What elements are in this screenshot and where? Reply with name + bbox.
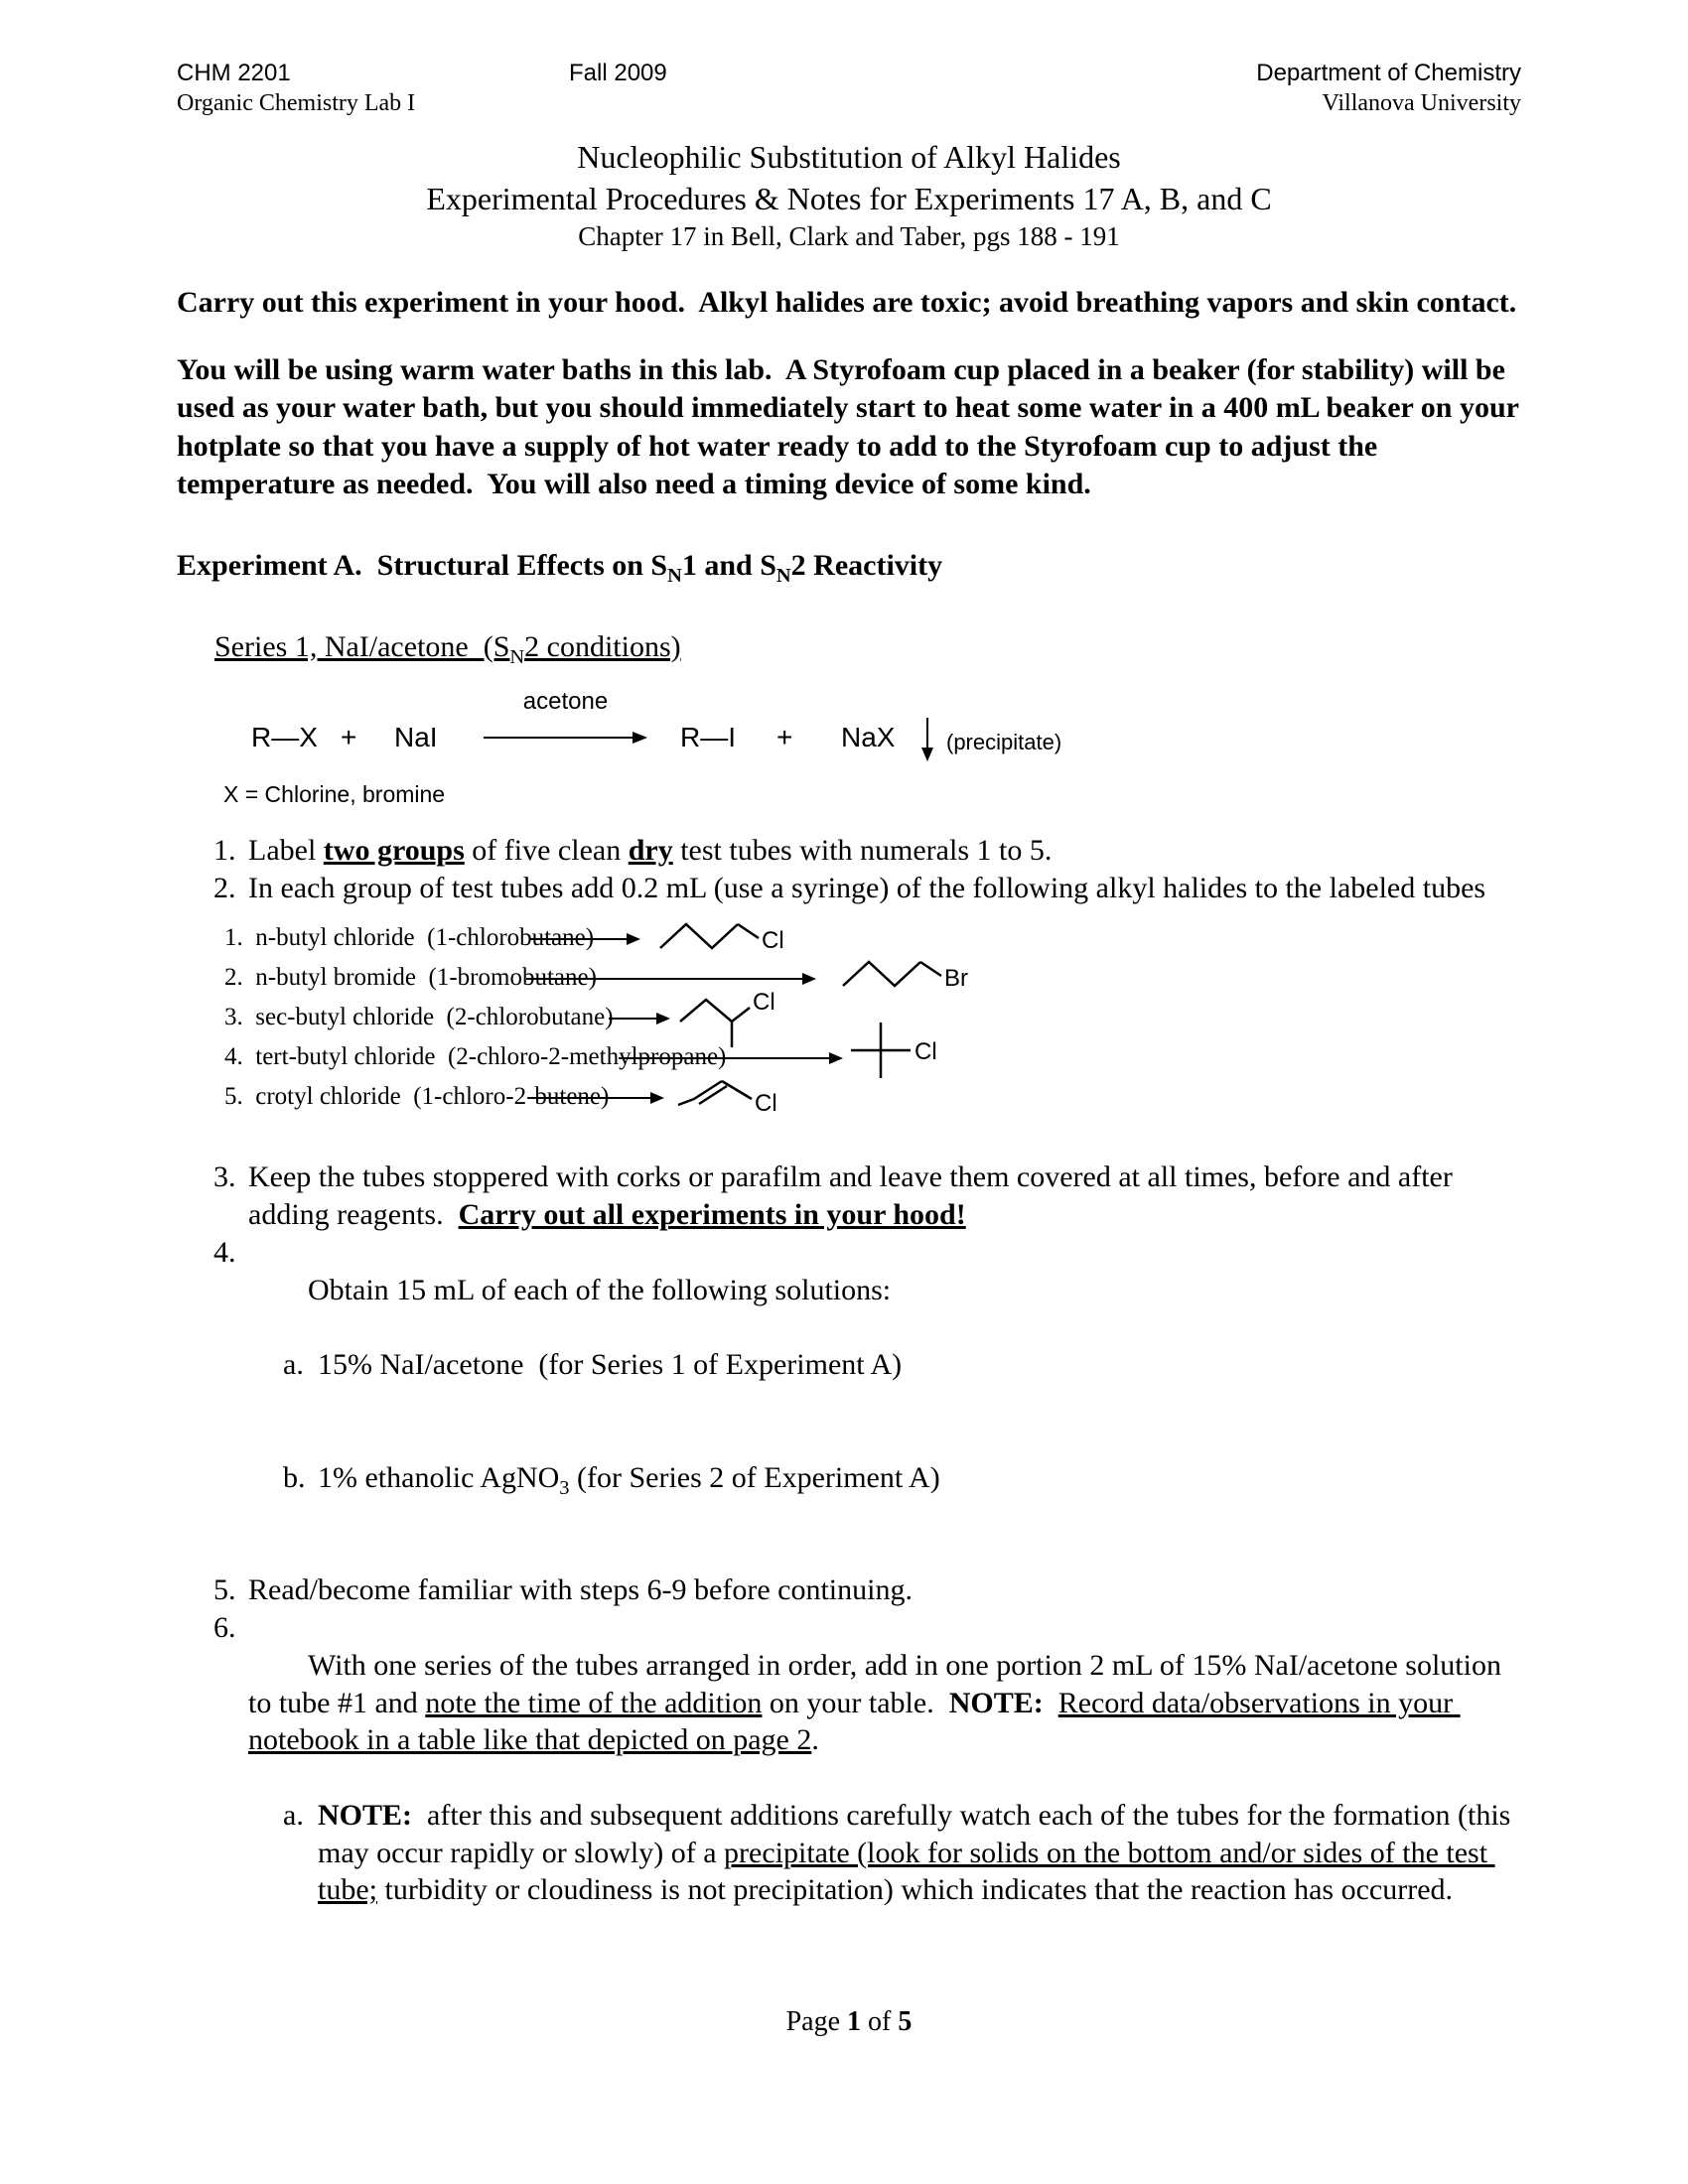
step-number: 6. xyxy=(213,1610,236,1644)
series-1-heading xyxy=(214,629,1521,668)
step-text: on your table. xyxy=(762,1686,949,1719)
step-text: Obtain 15 mL of each of the following solutions: xyxy=(308,1273,892,1306)
step-2-text: In each group of test tubes add 0.2 mL (use a syringe) of the following alkyl halides to the labeled tubes xyxy=(248,871,1486,904)
structure-4-tert-butyl-chloride xyxy=(845,1018,948,1083)
water-bath-instructions: You will be using warm water baths in this lab. A Styrofoam cup placed in a beaker (for stability) will be used as your water bath, but you should immediately start to heat some water in a 400 mL beaker on your hotplate so that you have a supply of hot water ready to add to the Styrofoam cup to adjust the temperature as needed. You will also need a timing device of some kind. xyxy=(177,353,1526,500)
reaction-condition: acetone xyxy=(522,687,609,715)
structure-2-bromobutane xyxy=(839,946,983,996)
substep-letter: a. xyxy=(283,1348,304,1382)
step-6 xyxy=(213,1609,1521,1984)
header-left xyxy=(177,58,415,119)
step-number: 2. xyxy=(213,871,236,904)
substep-letter: b. xyxy=(283,1460,306,1494)
step-1-text xyxy=(248,832,1521,870)
plus-sign: + xyxy=(341,721,357,752)
step-6-text xyxy=(248,1609,1521,1984)
page-count: 5 xyxy=(898,2005,913,2037)
experiment-a-heading xyxy=(177,548,1521,587)
halide-label: Cl xyxy=(762,927,784,955)
step-number: 3. xyxy=(213,1160,236,1194)
product-ri: R—I xyxy=(680,721,736,752)
step-6a xyxy=(283,1797,1521,1909)
precipitate-down-arrow-icon xyxy=(918,718,936,763)
step-4 xyxy=(213,1234,1521,1571)
step-text: after this and subsequent additions carefully watch each of the tubes for the formation (this may occur rapidly or slowly) of a xyxy=(318,1798,1518,1869)
plus-sign-2: + xyxy=(776,721,793,752)
reactant-nai: NaI xyxy=(394,721,438,752)
step-text: turbidity or cloudiness is not precipitation) which indicates that the reaction has occurred. xyxy=(377,1873,1454,1907)
step-text: test tubes with numerals 1 to 5. xyxy=(672,833,1053,867)
university-name: Villanova University xyxy=(1322,90,1521,117)
department-name: Department of Chemistry xyxy=(1256,60,1521,86)
structure-3-arrow-icon xyxy=(609,1011,670,1026)
term-label: Fall 2009 xyxy=(569,60,667,86)
halide-definition-note: X = Chlorine, bromine xyxy=(223,780,446,807)
page-footer xyxy=(177,2006,1521,2038)
alkyl-halide-structures xyxy=(177,916,1557,1155)
halide-label: Cl xyxy=(755,1090,777,1118)
structure-3-label: 3. sec-butyl chloride (2-chlorobutane) xyxy=(224,1004,614,1031)
step-5-text: Read/become familiar with steps 6-9 before continuing. xyxy=(248,1573,913,1607)
procedure-list xyxy=(213,832,1521,1984)
subscript-n: N xyxy=(775,564,791,587)
emphasis-record-data: Record data/observations in your notebook in a table like that depicted on page 2 xyxy=(248,1686,1461,1757)
reaction-arrow-icon xyxy=(484,730,647,746)
step-text: Keep the tubes stoppered with corks or parafilm and leave them covered at all times, before and after adding reagents. xyxy=(248,1160,1461,1232)
step-number: 1. xyxy=(213,833,236,867)
heading-text: Experiment A. Structural Effects on S xyxy=(177,548,668,582)
header-right xyxy=(1256,58,1521,119)
step-5 xyxy=(213,1571,1521,1609)
subscript-n: N xyxy=(509,645,525,668)
structure-1-chlorobutane xyxy=(656,908,800,958)
structure-1-arrow-icon xyxy=(529,931,640,947)
step-text: of five clean xyxy=(464,833,629,867)
course-code: CHM 2201 xyxy=(177,60,291,86)
step-3-text xyxy=(248,1159,1521,1234)
step-text: (for Series 2 of Experiment A) xyxy=(569,1460,940,1494)
course-name: Organic Chemistry Lab I xyxy=(177,90,416,117)
safety-warning: Carry out this experiment in your hood. Alkyl halides are toxic; avoid breathing vapors and skin contact. xyxy=(177,286,1517,320)
note-label: NOTE: xyxy=(948,1686,1044,1719)
emphasis-dry: dry xyxy=(628,833,673,867)
halide-label: Cl xyxy=(914,1038,937,1066)
step-text xyxy=(1044,1687,1058,1719)
doc-subtitle: Experimental Procedures & Notes for Experiments 17 A, B, and C xyxy=(426,180,1272,216)
step-text: 1% ethanolic AgNO xyxy=(318,1460,560,1494)
step-text: Label xyxy=(248,833,324,867)
step-text: . xyxy=(811,1723,819,1757)
halide-label: Br xyxy=(944,965,968,993)
heading-text: 1 and S xyxy=(681,548,776,582)
emphasis-two-groups: two groups xyxy=(323,833,465,867)
step-3 xyxy=(213,1159,1521,1234)
product-nax: NaX xyxy=(841,721,896,752)
step-6a-text xyxy=(318,1797,1521,1909)
step-number: 5. xyxy=(213,1573,236,1607)
structure-5-crotyl-chloride xyxy=(676,1067,805,1119)
step-number: 4. xyxy=(213,1235,236,1269)
precipitate-label: (precipitate) xyxy=(946,729,1062,754)
structure-4-label: 4. tert-butyl chloride (2-chloro-2-methylpropane) xyxy=(224,1043,727,1071)
step-4b xyxy=(283,1459,1521,1497)
footer-text: Page xyxy=(785,2005,848,2037)
structure-2-label: 2. n-butyl bromide (1-bromobutane) xyxy=(224,964,597,992)
emphasis-precipitate: precipitate (look for solids on the bottom and/or sides of the test tube; xyxy=(318,1836,1495,1907)
note-label: NOTE: xyxy=(318,1798,413,1832)
structure-1-label: 1. n-butyl chloride (1-chlorobutane) xyxy=(224,924,595,952)
document-header xyxy=(177,58,1521,121)
title-block xyxy=(177,137,1521,254)
reaction-scheme xyxy=(251,686,1521,781)
structure-5-label: 5. crotyl chloride (1-chloro-2-butene) xyxy=(224,1083,610,1111)
reactant-rx: R—X xyxy=(251,721,318,752)
structure-5-arrow-icon xyxy=(531,1090,664,1106)
structure-2-arrow-icon xyxy=(526,971,816,987)
substep-letter: a. xyxy=(283,1798,304,1832)
step-4a xyxy=(283,1346,1521,1384)
series-text: 2 conditions) xyxy=(524,629,681,663)
heading-text: 2 Reactivity xyxy=(790,548,943,582)
footer-text: of xyxy=(861,2005,899,2037)
step-1 xyxy=(213,832,1521,870)
page-number: 1 xyxy=(847,2005,862,2037)
structure-4-arrow-icon xyxy=(619,1050,843,1066)
step-4a-text: 15% NaI/acetone (for Series 1 of Experiment A) xyxy=(318,1348,903,1382)
halide-label: Cl xyxy=(753,989,775,1017)
series-text: Series 1, NaI/acetone (S xyxy=(214,629,510,663)
step-4b-text xyxy=(318,1459,1521,1497)
step-2 xyxy=(213,870,1521,907)
doc-title: Nucleophilic Substitution of Alkyl Halides xyxy=(577,139,1121,175)
step-text: With one series of the tubes arranged in order, add in one portion 2 mL of 15% NaI/acetone solution to tube #1 and xyxy=(248,1648,1509,1719)
subscript-3: 3 xyxy=(559,1476,570,1499)
emphasis-hood-warning: Carry out all experiments in your hood! xyxy=(458,1198,966,1232)
step-4-text xyxy=(248,1234,1521,1571)
subscript-n: N xyxy=(667,564,682,587)
emphasis-note-time: note the time of the addition xyxy=(425,1686,763,1719)
doc-reference: Chapter 17 in Bell, Clark and Taber, pgs 188 - 191 xyxy=(578,221,1120,252)
